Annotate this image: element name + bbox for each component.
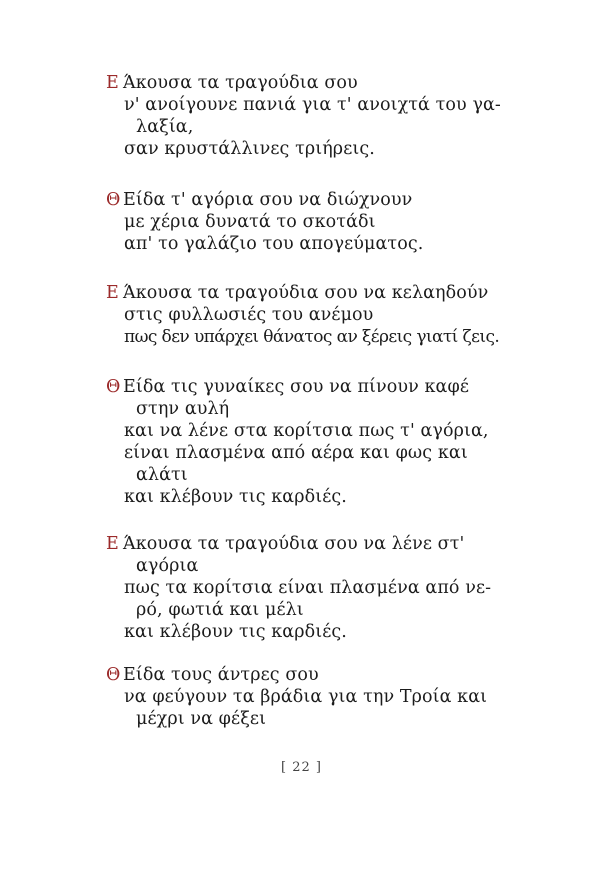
line-text: να φεύγουν τα βράδια για την Τροία και (124, 687, 488, 707)
poem-line (106, 464, 506, 486)
poem-line (106, 555, 506, 577)
page-number: [ 22 ] (281, 760, 322, 775)
line-text: λαξία, (136, 117, 194, 137)
poem-line (106, 621, 506, 643)
line-text: Άκουσα τα τραγούδια σου να κελαηδούν (123, 283, 489, 303)
stanza (106, 664, 506, 730)
speaker-marker: Θ (106, 665, 121, 685)
speaker-marker: Θ (106, 190, 121, 210)
stanza (106, 533, 506, 643)
line-text: και να λένε στα κορίτσια πως τ' αγόρια, (124, 421, 489, 441)
poem-line (106, 708, 506, 730)
line-text: Άκουσα τα τραγούδια σου (123, 73, 358, 93)
poem-line (106, 94, 506, 116)
poem-line (106, 420, 506, 442)
line-text: ρό, φωτιά και μέλι (136, 600, 304, 620)
poem-line (106, 282, 506, 304)
line-text: Είδα τους άντρες σου (123, 665, 319, 685)
line-text: μέχρι να φέξει (136, 709, 267, 729)
poem-line (106, 72, 506, 94)
line-text: σαν κρυστάλλινες τριήρεις. (124, 139, 375, 159)
line-text: πως τα κορίτσια είναι πλασμένα από νε- (124, 578, 492, 598)
poem-line (106, 686, 506, 708)
line-text: στην αυλή (136, 399, 230, 419)
line-text: αγόρια (136, 556, 199, 576)
line-text: με χέρια δυνατά το σκοτάδι (124, 212, 376, 232)
poem-line (106, 664, 506, 686)
line-text: είναι πλασμένα από αέρα και φως και (124, 443, 468, 463)
speaker-marker: Ε (106, 283, 119, 303)
poem-line (106, 304, 506, 326)
line-text: Άκουσα τα τραγούδια σου να λένε στ' (123, 534, 465, 554)
speaker-marker: Θ (106, 377, 121, 397)
line-text: και κλέβουν τις καρδιές. (124, 487, 347, 507)
poem-line (106, 376, 506, 398)
line-text: πως δεν υπάρχει θάνατος αν ξέρεις γιατί ζεις. (124, 327, 500, 347)
line-text: Είδα τ' αγόρια σου να διώχνουν (123, 190, 413, 210)
stanza (106, 72, 506, 160)
line-text: στις φυλλωσιές του ανέμου (124, 305, 374, 325)
poem-line (106, 533, 506, 555)
poem-line (106, 326, 506, 348)
line-text: Είδα τις γυναίκες σου να πίνουν καφέ (123, 377, 469, 397)
line-text: απ' το γαλάζιο του απογεύματος. (124, 234, 424, 254)
poem-line (106, 577, 506, 599)
poem-line (106, 116, 506, 138)
poem-line (106, 138, 506, 160)
stanza (106, 282, 506, 348)
poem-line (106, 599, 506, 621)
stanza (106, 376, 506, 508)
line-text: ν' ανοίγουνε πανιά για τ' ανοιχτά του γα- (124, 95, 501, 115)
speaker-marker: Ε (106, 73, 119, 93)
poem-line (106, 486, 506, 508)
stanza (106, 189, 506, 255)
line-text: αλάτι (136, 465, 188, 485)
poem-line (106, 189, 506, 211)
poem-line (106, 442, 506, 464)
poem-line (106, 398, 506, 420)
line-text: και κλέβουν τις καρδιές. (124, 622, 347, 642)
speaker-marker: Ε (106, 534, 119, 554)
poem-line (106, 233, 506, 255)
poem-line (106, 211, 506, 233)
